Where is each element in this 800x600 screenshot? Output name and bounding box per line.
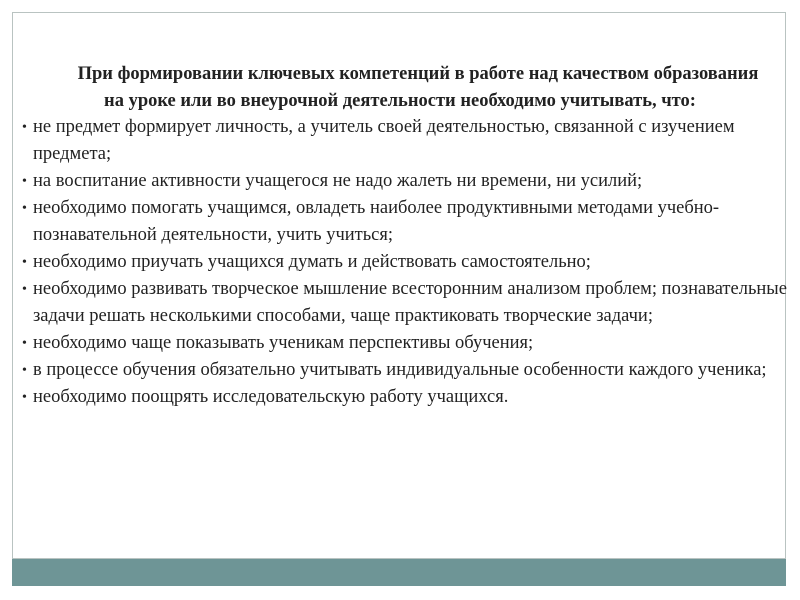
slide-heading: При формировании ключевых компетенций в работе над качеством образования на уроке или во внеурочной деятельности необходимо учитывать, что: — [77, 64, 759, 111]
list-item — [0, 195, 800, 249]
list-item-text: не предмет формирует личность, а учитель своей деятельностью, связанной с изучением предмета; — [33, 117, 735, 164]
list-item-text: на воспитание активности учащегося не надо жалеть ни времени, ни усилий; — [33, 171, 643, 191]
list-item-text: в процессе обучения обязательно учитывать индивидуальные особенности каждого ученика; — [33, 360, 767, 380]
bullet-icon: • — [22, 201, 27, 216]
bullet-icon: • — [22, 282, 27, 297]
list-item — [0, 384, 800, 411]
list-item-text: необходимо развивать творческое мышление всесторонним анализом проблем; познавательные задачи решать несколькими способами, чаще практиковать творческие задачи; — [33, 279, 787, 326]
list-item — [0, 357, 800, 384]
bullet-icon: • — [22, 174, 27, 189]
bullet-list — [0, 114, 800, 411]
list-item — [0, 114, 800, 168]
list-item — [0, 168, 800, 195]
list-item-text: необходимо помогать учащимся, овладеть наиболее продуктивными методами учебно-познавательной деятельности, учить учиться; — [33, 198, 720, 245]
bullet-icon: • — [22, 363, 27, 378]
bullet-icon: • — [22, 255, 27, 270]
list-item-text: необходимо приучать учащихся думать и действовать самостоятельно; — [33, 252, 591, 272]
bullet-icon: • — [22, 336, 27, 351]
bullet-icon: • — [22, 390, 27, 405]
list-item — [0, 249, 800, 276]
list-item — [0, 330, 800, 357]
list-item-text: необходимо поощрять исследовательскую работу учащихся. — [33, 387, 509, 407]
slide-content — [0, 61, 800, 411]
bullet-icon: • — [22, 120, 27, 135]
list-item — [0, 276, 800, 330]
list-item-text: необходимо чаще показывать ученикам перспективы обучения; — [33, 333, 534, 353]
bottom-band — [12, 559, 786, 586]
